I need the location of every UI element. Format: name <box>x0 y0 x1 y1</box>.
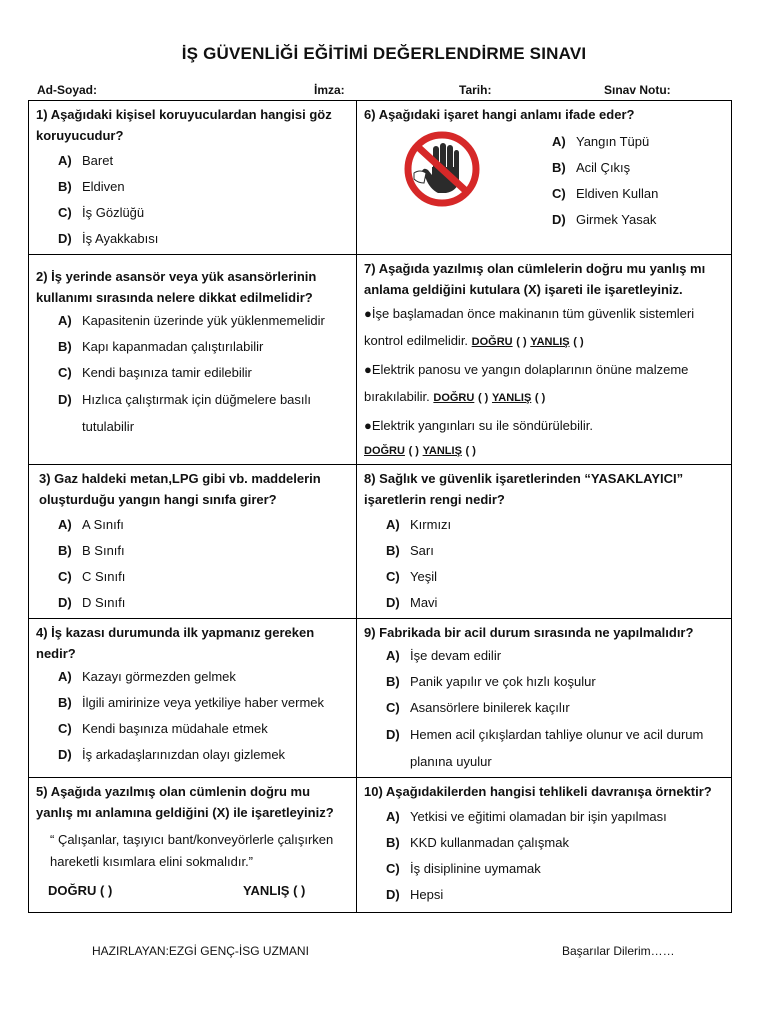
false-checkbox[interactable]: ( ) <box>573 336 584 348</box>
option-b[interactable]: B) Sarı <box>386 543 434 558</box>
option-d[interactable]: D) Hemen acil çıkışlardan tahliye olunur ve acil durum planına uyulur <box>386 727 704 769</box>
false-label: YANLIŞ <box>530 336 570 348</box>
true-option[interactable]: DOĞRU ( ) <box>48 883 113 898</box>
question-7 <box>357 255 732 465</box>
option-a[interactable]: A) İşe devam edilir <box>386 648 502 663</box>
option-d[interactable]: D) Mavi <box>386 595 438 610</box>
question-text: 6) Aşağıdaki işaret hangi anlamı ifade eder? <box>364 107 635 122</box>
option-d[interactable]: D) Girmek Yasak <box>552 212 657 227</box>
option-c[interactable]: C) Asansörlere binilerek kaçılır <box>386 700 570 715</box>
option-b[interactable]: B) B Sınıfı <box>58 543 125 558</box>
true-label: DOĞRU <box>471 336 513 348</box>
option-a[interactable]: A) Kapasitenin üzerinde yük yüklenmemelidir <box>58 313 325 328</box>
statement-1: ●İşe başlamadan önce makinanın tüm güvenlik sistemleri kontrol edilmelidir. DOĞRU ( ) YANLIŞ ( ) <box>364 306 695 348</box>
option-b[interactable]: B) İlgili amirinize veya yetkiliye haber vermek <box>58 695 325 710</box>
option-b[interactable]: B) Acil Çıkış <box>552 160 631 175</box>
signature-label: İmza: <box>314 83 345 97</box>
true-checkbox[interactable]: ( ) <box>477 392 489 404</box>
question-10 <box>357 778 732 913</box>
option-d[interactable]: D) Hızlıca çalıştırmak için düğmelere basılı tutulabilir <box>58 392 312 434</box>
option-a[interactable]: A) A Sınıfı <box>58 517 124 532</box>
option-a[interactable]: A) Yetkisi ve eğitimi olamadan bir işin yapılması <box>386 809 667 824</box>
true-label: DOĞRU <box>433 392 475 404</box>
statement: “ Çalışanlar, taşıyıcı bant/konveyörlerle çalışırken hareketli kısımlara elini sokmalıdır.” <box>50 832 334 869</box>
option-c[interactable]: C) İş disiplinine uymamak <box>386 861 541 876</box>
question-text: 8) Sağlık ve güvenlik işaretlerinden “YASAKLAYICI” işaretlerin rengi nedir? <box>364 471 684 507</box>
question-text: 5) Aşağıda yazılmış olan cümlenin doğru mu yanlış mı anlamına geldiğini (X) ile işaretleyiniz? <box>36 784 334 820</box>
question-2 <box>29 255 357 465</box>
option-c[interactable]: C) Yeşil <box>386 569 437 584</box>
option-c[interactable]: C) Kendi başınıza tamir edilebilir <box>58 365 252 380</box>
false-checkbox[interactable]: ( ) <box>534 392 546 404</box>
question-text: 4) İş kazası durumunda ilk yapmanız gereken nedir? <box>36 625 315 661</box>
true-checkbox[interactable]: ( ) <box>516 336 527 348</box>
question-text: 2) İş yerinde asansör veya yük asansörlerinin kullanımı sırasında nelere dikkat edilmelidir? <box>36 269 317 305</box>
option-c[interactable]: C) Kendi başınıza müdahale etmek <box>58 721 268 736</box>
question-5 <box>29 778 357 913</box>
question-text: 7) Aşağıda yazılmış olan cümlelerin doğru mu yanlış mı anlama geldiğini kutulara (X) işareti ile işaretleyiniz. <box>364 261 706 297</box>
author-credit: HAZIRLAYAN:EZGİ GENÇ-İSG UZMANI <box>92 944 309 958</box>
option-d[interactable]: D) Hepsi <box>386 887 444 902</box>
question-text: 9) Fabrikada bir acil durum sırasında ne yapılmalıdır? <box>364 625 694 640</box>
statement-3: ●Elektrik yangınları su ile söndürülebilir. <box>364 418 593 433</box>
question-4 <box>29 619 357 778</box>
page-title: İŞ GÜVENLİĞİ EĞİTİMİ DEĞERLENDİRME SINAVI <box>181 44 587 63</box>
option-c[interactable]: C) İş Gözlüğü <box>58 205 145 220</box>
name-label: Ad-Soyad: <box>37 83 97 97</box>
false-label: YANLIŞ <box>422 445 462 457</box>
option-a[interactable]: A) Kazayı görmezden gelmek <box>58 669 236 684</box>
false-checkbox[interactable]: ( ) <box>465 445 476 457</box>
false-option[interactable]: YANLIŞ ( ) <box>243 883 306 898</box>
statement-2: ●Elektrik panosu ve yangın dolaplarının önüne malzeme bırakılabilir. DOĞRU ( ) YANLIŞ ( ) <box>364 362 689 404</box>
option-b[interactable]: B) Kapı kapanmadan çalıştırılabilir <box>58 339 264 354</box>
question-text: 1) Aşağıdaki kişisel koruyuculardan hangisi göz koruyucudur? <box>36 107 332 143</box>
option-c[interactable]: C) C Sınıfı <box>58 569 126 584</box>
question-9 <box>357 619 732 778</box>
option-a[interactable]: A) Yangın Tüpü <box>552 134 650 149</box>
question-3 <box>29 465 357 619</box>
question-6 <box>357 101 732 255</box>
question-1 <box>29 101 357 255</box>
option-d[interactable]: D) İş Ayakkabısı <box>58 231 159 246</box>
score-label: Sınav Notu: <box>604 83 671 97</box>
question-text: 3) Gaz haldeki metan,LPG gibi vb. maddelerin oluşturduğu yangın hangi sınıfa girer? <box>39 471 321 507</box>
option-d[interactable]: D) D Sınıfı <box>58 595 126 610</box>
option-d[interactable]: D) İş arkadaşlarınızdan olayı gizlemek <box>58 747 286 762</box>
option-a[interactable]: A) Kırmızı <box>386 517 452 532</box>
true-checkbox[interactable]: ( ) <box>408 445 419 457</box>
question-grid <box>28 100 732 913</box>
question-8 <box>357 465 732 619</box>
question-text: 10) Aşağıdakilerden hangisi tehlikeli davranışa örnektir? <box>364 784 712 799</box>
false-label: YANLIŞ <box>491 392 532 404</box>
option-c[interactable]: C) Eldiven Kullan <box>552 186 659 201</box>
closing-wish: Başarılar Dilerim…… <box>562 944 675 958</box>
date-label: Tarih: <box>459 83 492 97</box>
true-label: DOĞRU <box>364 445 405 457</box>
option-b[interactable]: B) Eldiven <box>58 179 125 194</box>
option-a[interactable]: A) Baret <box>58 153 114 168</box>
option-b[interactable]: B) Panik yapılır ve çok hızlı koşulur <box>386 674 596 689</box>
option-b[interactable]: B) KKD kullanmadan çalışmak <box>386 835 569 850</box>
statement-3-answers <box>364 439 725 462</box>
no-entry-hand-sign-icon <box>402 129 482 209</box>
